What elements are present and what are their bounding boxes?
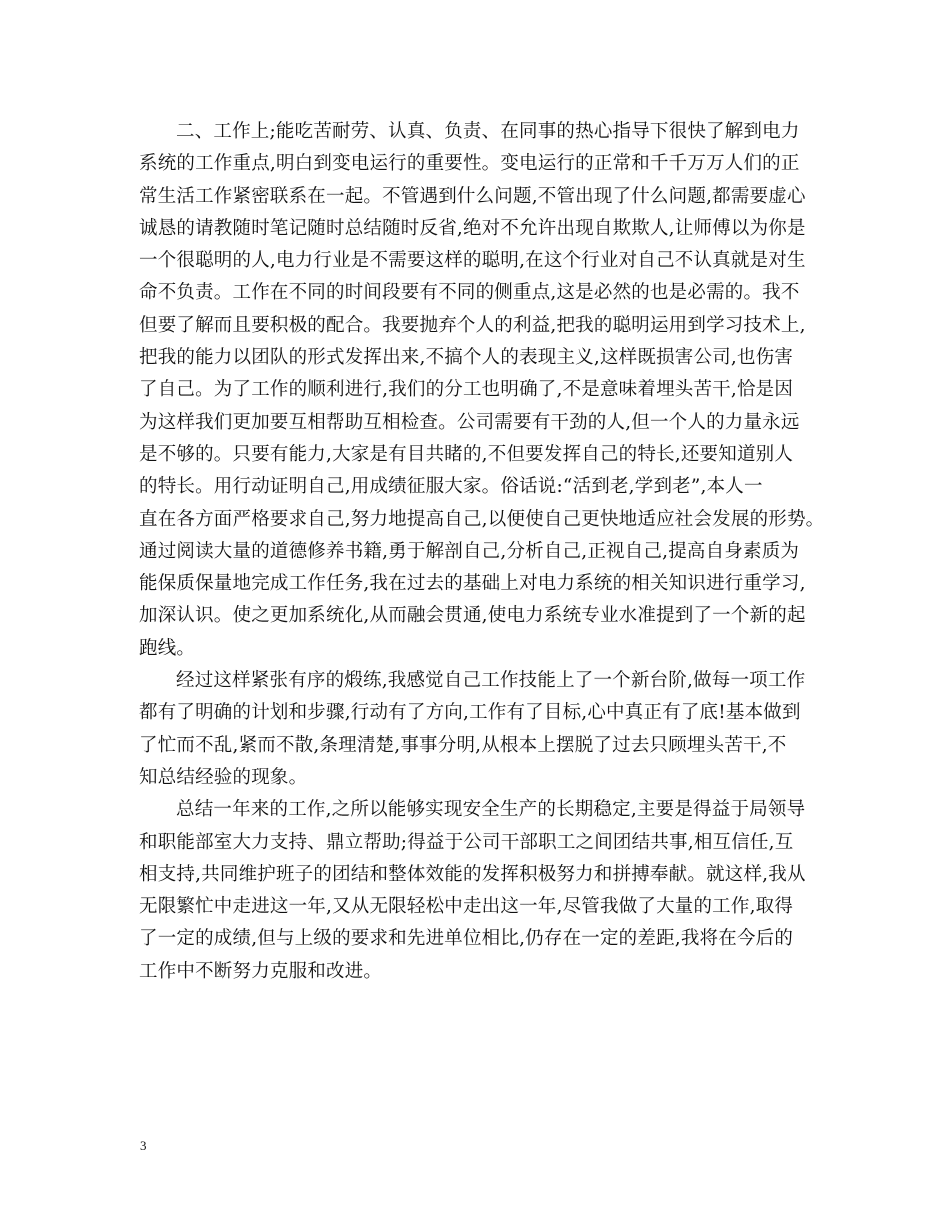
text-line: 相支持,共同维护班子的团结和整体效能的发挥积极努力和拼搏奉献。就这样,我从	[139, 863, 806, 885]
text-line: 的特长。用行动证明自己,用成绩征服大家。俗话说:“活到老,学到老”,本人一	[139, 476, 763, 498]
paragraph-training-result	[139, 665, 819, 794]
document-body	[139, 116, 825, 988]
text-line: 是不够的。只要有能力,大家是有目共睹的,不但要发挥自己的特长,还要知道别人	[139, 443, 794, 465]
text-line: 了自己。为了工作的顺利进行,我们的分工也明确了,不是意味着埋头苦干,恰是因	[139, 379, 794, 401]
text-line: 命不负责。工作在不同的时间段要有不同的侧重点,这是必然的也是必需的。我不	[139, 282, 800, 304]
text-line: 系统的工作重点,明白到变电运行的重要性。变电运行的正常和千千万万人们的正	[139, 153, 800, 175]
text-line: 诚恳的请教随时笔记随时总结随时反省,绝对不允许出现自欺欺人,让师傅以为你是	[139, 217, 806, 239]
text-line: 通过阅读大量的道德修养书籍,勇于解剖自己,分析自己,正视自己,提高自身素质为	[139, 540, 800, 562]
text-line: 无限繁忙中走进这一年,又从无限轻松中走出这一年,尽管我做了大量的工作,取得	[139, 896, 794, 918]
text-line: 能保质保量地完成工作任务,我在过去的基础上对电力系统的相关知识进行重学习,	[139, 573, 806, 595]
paragraph-work-attitude	[139, 116, 825, 665]
text-line: 为这样我们更加要互相帮助互相检查。公司需要有干劲的人,但一个人的力量永远	[139, 411, 800, 433]
text-line: 直在各方面严格要求自己,努力地提高自己,以便使自己更快地适应社会发展的形势。	[139, 508, 825, 530]
paragraph-summary	[139, 794, 819, 988]
text-line: 但要了解而且要积极的配合。我要抛弃个人的利益,把我的聪明运用到学习技术上,	[139, 314, 806, 336]
text-line: 都有了明确的计划和步骤,行动有了方向,工作有了目标,心中真正有了底!基本做到	[139, 702, 801, 724]
text-line: 跑线。	[139, 637, 196, 659]
text-line: 一个很聪明的人,电力行业是不需要这样的聪明,在这个行业对自己不认真就是对生	[139, 250, 806, 272]
text-line: 加深认识。使之更加系统化,从而融会贯通,使电力系统专业水准提到了一个新的起	[139, 605, 806, 627]
text-line: 和职能部室大力支持、鼎立帮助;得益于公司干部职工之间团结共事,相互信任,互	[139, 831, 794, 853]
page-number: 3	[140, 1138, 147, 1153]
text-line: 了忙而不乱,紧而不散,条理清楚,事事分明,从根本上摆脱了过去只顾埋头苦干,不	[139, 734, 787, 756]
text-line: 工作中不断努力克服和改进。	[139, 960, 383, 982]
text-line: 了一定的成绩,但与上级的要求和先进单位相比,仍存在一定的差距,我将在今后的	[139, 928, 794, 950]
text-line: 经过这样紧张有序的煅练,我感觉自己工作技能上了一个新台阶,做每一项工作	[176, 670, 806, 692]
text-line: 常生活工作紧密联系在一起。不管遇到什么问题,不管出现了什么问题,都需要虚心	[139, 185, 806, 207]
text-line: 总结一年来的工作,之所以能够实现安全生产的长期稳定,主要是得益于局领导	[176, 799, 806, 821]
text-line: 二、工作上;能吃苦耐劳、认真、负责、在同事的热心指导下很快了解到电力	[176, 121, 800, 142]
text-line: 知总结经验的现象。	[139, 766, 308, 788]
text-line: 把我的能力以团队的形式发挥出来,不搞个人的表现主义,这样既损害公司,也伤害	[139, 347, 794, 369]
